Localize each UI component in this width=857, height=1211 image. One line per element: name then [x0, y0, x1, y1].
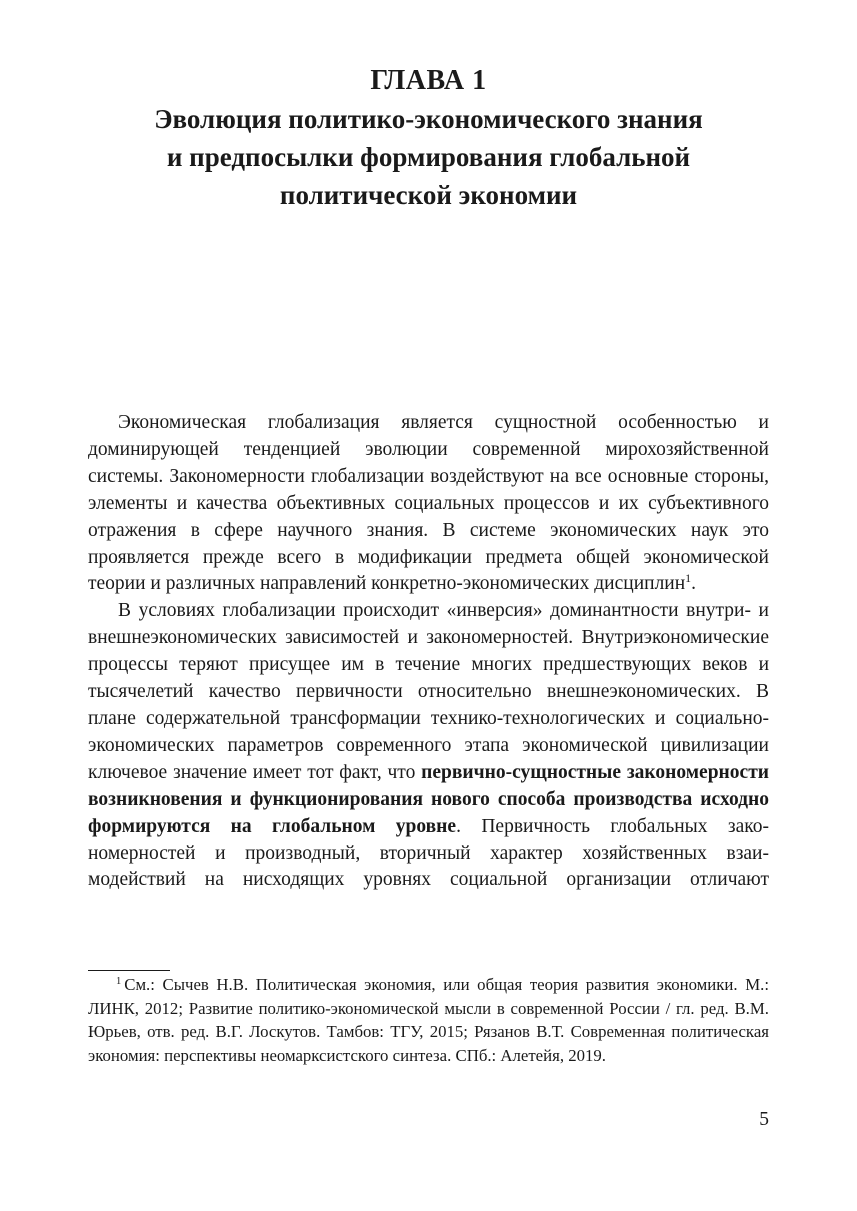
paragraph-1: [88, 410, 769, 598]
paragraph-2: [88, 598, 769, 894]
chapter-heading: [88, 62, 769, 214]
chapter-title-line-3: политической экономии: [279, 180, 578, 210]
footnote-text: См.: Сычев Н.В. Политическая экономия, или общая теория развития экономики. М.: ЛИНК, 2012; Развитие политико-экономической мысли в современной России / гл. ред. В.М. Юрьев, отв. ред. В.Г. Лоскутов. Тамбов: ТГУ, 2015; Рязанов В.Т. Современная политическая экономия: перспективы неомарксистского синтеза. СПб.: Алетейя, 2019.: [88, 975, 769, 1065]
paragraph-2-text-after: . Первичность глобальных закономерностей и производный, вторичный характер хозяйственных взаимодействий на нисходящих уровнях социальной организации отличают: [88, 815, 769, 891]
paragraph-1-end: .: [691, 573, 697, 595]
chapter-label: ГЛАВА 1: [370, 65, 487, 96]
footnote: [88, 973, 769, 1067]
footnote-mark: 1: [116, 976, 122, 987]
chapter-title-line-2: и предпосылки формирования глобальной: [166, 142, 691, 172]
chapter-title: [88, 100, 769, 214]
footnote-reference[interactable]: 1: [685, 571, 692, 586]
paragraph-2-bold-emphasis: первично-сущностные закономерности возникновения и функционирования нового способа производства исходно формируются на глобальном уровне: [88, 761, 770, 837]
paragraph-1-text: Экономическая глобализация является сущностной особенностью и доминирующей тенденцией эволюции современной мирохозяйственной системы. Закономерности глобализации воздействуют на все основные стороны, элементы и качества объективных социальных процессов и их субъективного отражения в сфере научного знания. В системе экономических наук это проявляется прежде всего в модификации предмета общей экономической теории и различных направлений конкретно-экономических дисциплин: [88, 412, 769, 595]
page-number: 5: [759, 1109, 769, 1130]
chapter-title-line-1: Эволюция политико-экономического знания: [154, 104, 703, 134]
footnote-divider: [88, 970, 170, 971]
body-text: [88, 410, 769, 894]
paragraph-2-text-before: В условиях глобализации происходит «инверсия» доминантности внутри- и внешнеэкономических зависимостей и закономерностей. Внутриэкономические процессы теряют присущее им в течение многих предшествующих веков и тысячелетий качество первичности относительно внешнеэкономических. В плане содержательной трансформации технико-технологических и социально-экономических параметров современного этапа экономической цивилизации ключевое значение имеет тот факт, что: [88, 600, 769, 783]
